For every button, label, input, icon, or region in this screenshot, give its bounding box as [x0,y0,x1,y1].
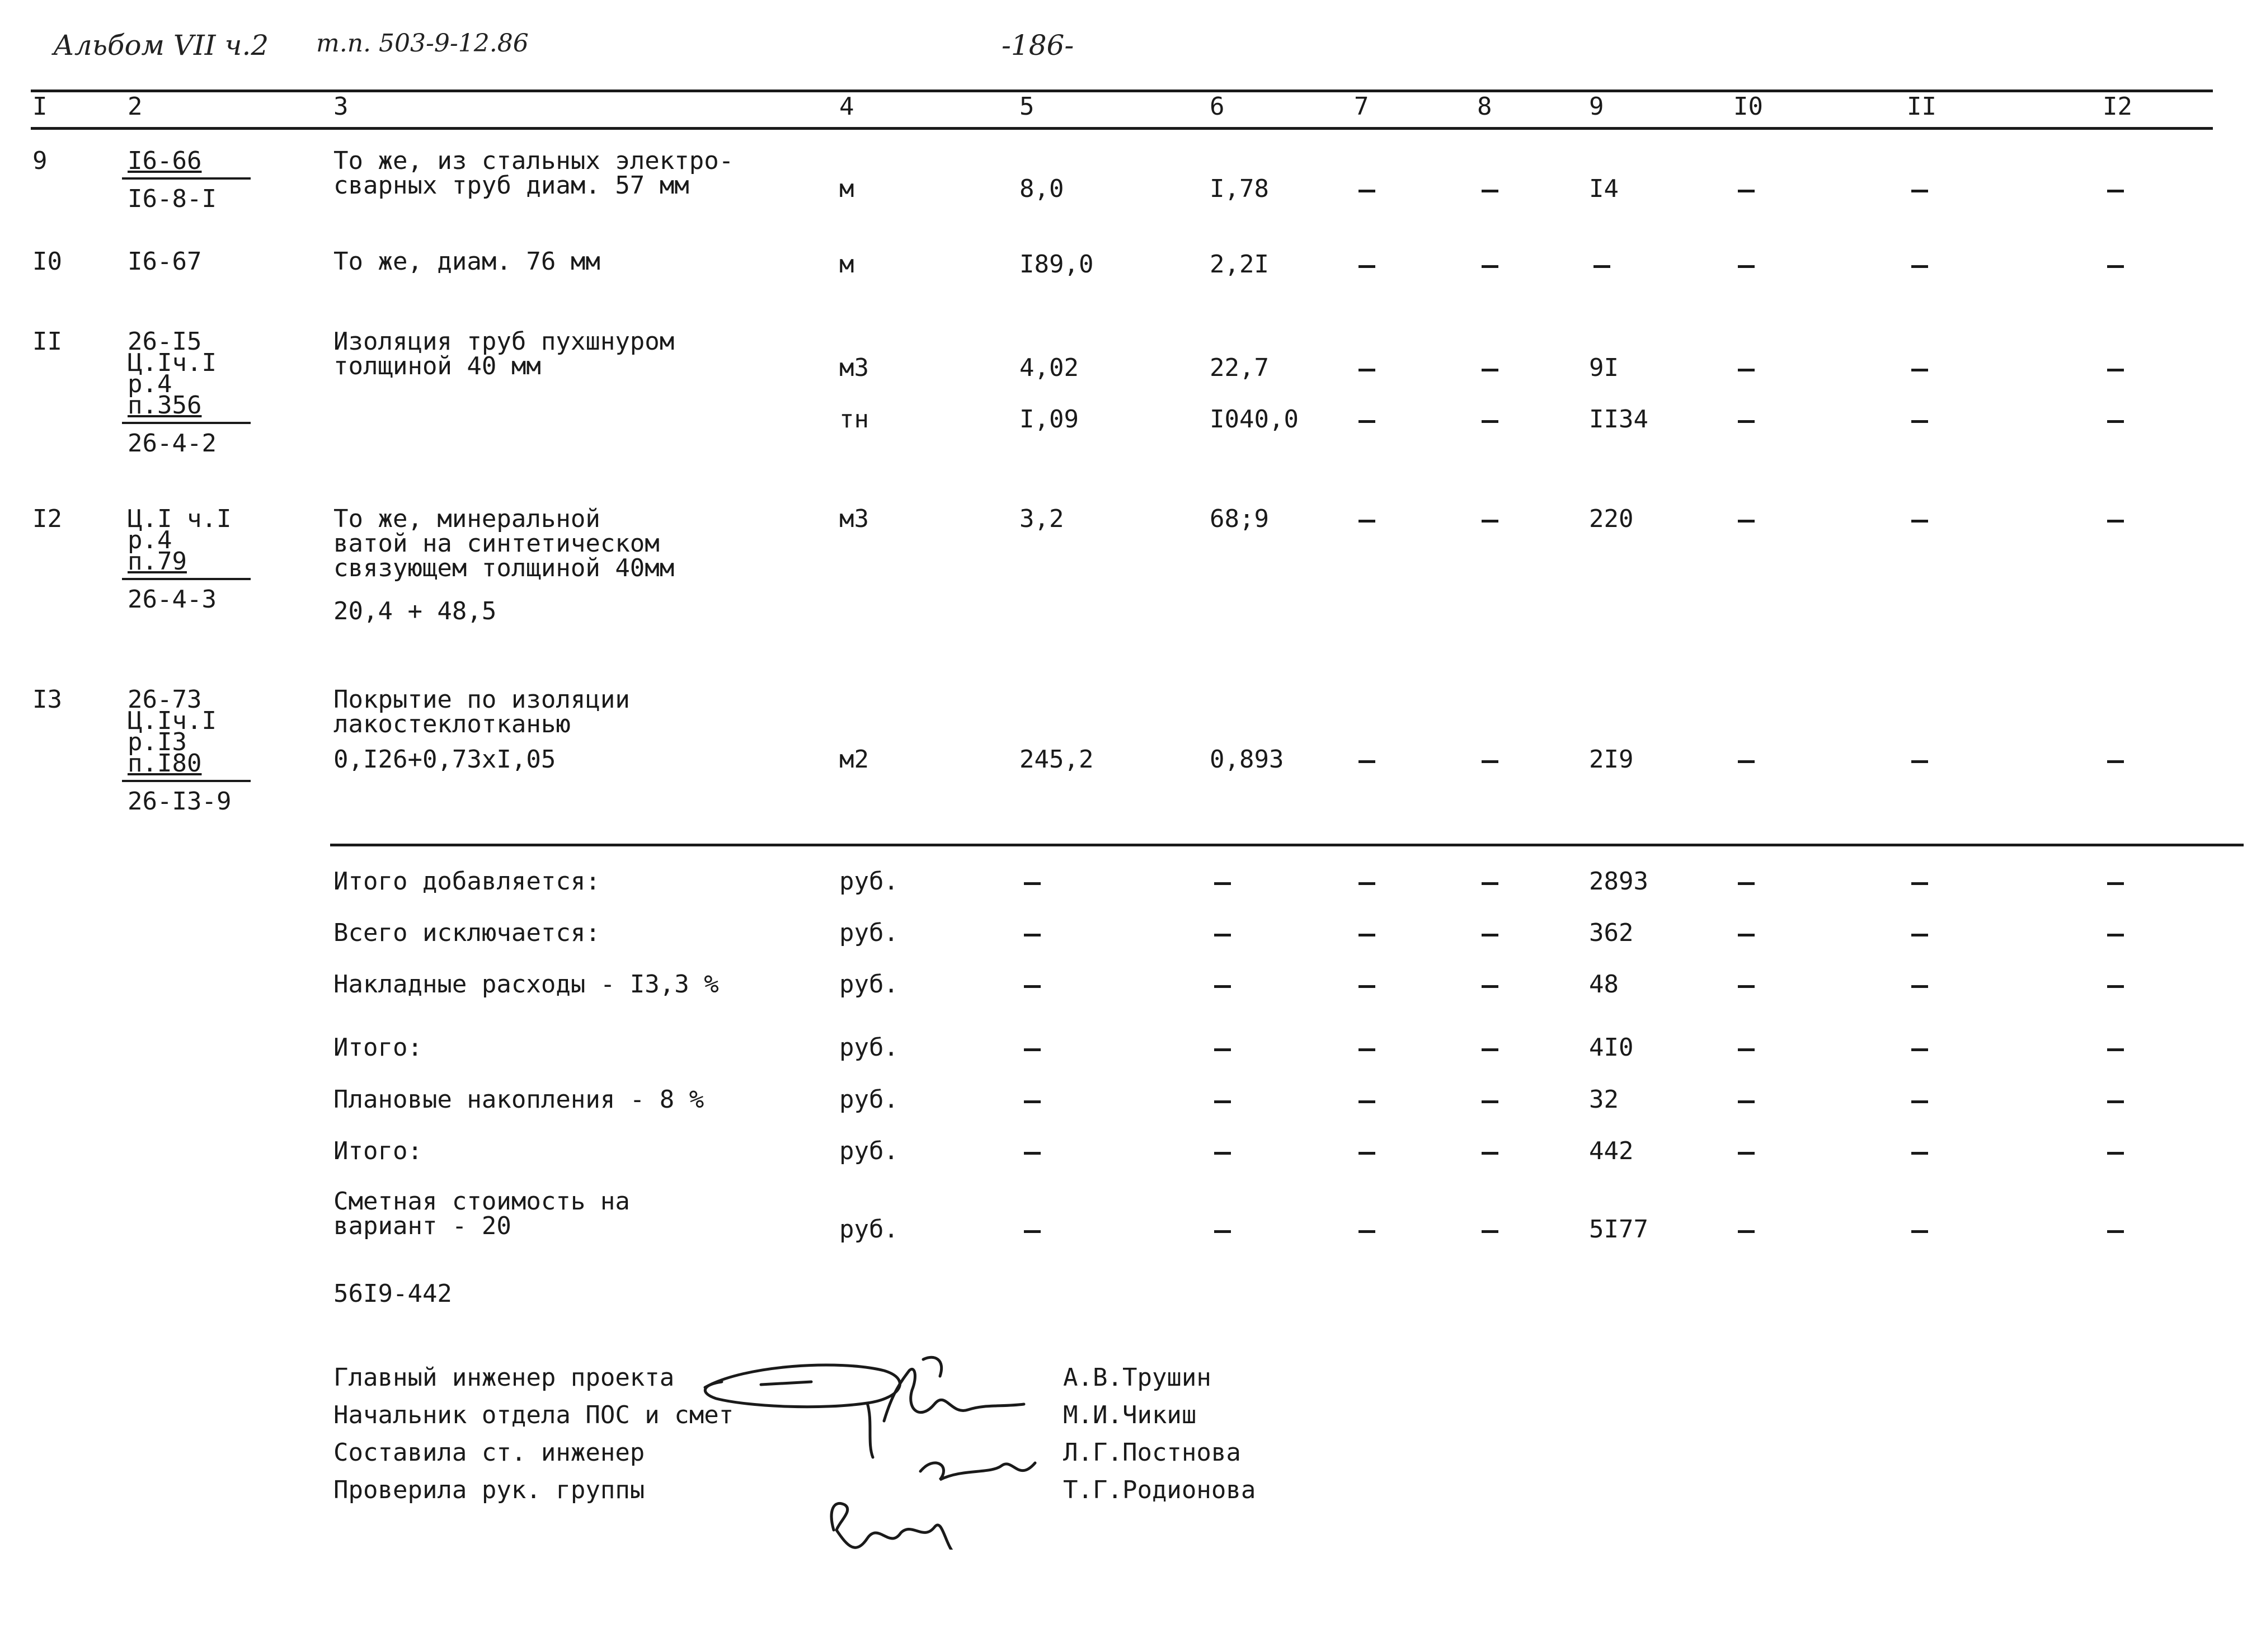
row-number: I3 [32,685,62,714]
dash-mark [1358,190,1375,192]
summary-label: вариант - 20 [333,1212,511,1240]
dash-mark [1738,1152,1755,1155]
dash-mark [1214,1152,1231,1155]
signer-role: Составила ст. инженер [333,1438,645,1467]
dash-mark [1214,1048,1231,1051]
unit-cell: руб. [839,1033,899,1062]
dash-mark [1482,934,1498,936]
dash-mark [1482,882,1498,885]
cell-c5: I89,0 [1019,250,1094,279]
dash-mark [1482,190,1498,192]
row-number: II [32,327,62,356]
handwritten-signatures [699,1337,1102,1550]
dash-mark [2107,265,2124,268]
description: ватой на синтетическом [333,529,660,558]
column-header: 7 [1354,92,1369,121]
cell-c6: 2,2I [1210,250,1269,279]
dash-mark [1911,190,1928,192]
dash-mark [2107,882,2124,885]
dash-mark [1911,1230,1928,1233]
dash-mark [1482,760,1498,763]
dash-mark [1911,882,1928,885]
column-header: I2 [2103,92,2132,121]
dash-mark [1482,265,1498,268]
summary-label: Плановые накопления - 8 % [333,1085,704,1114]
dash-mark [1024,882,1041,885]
dash-mark [1738,1100,1755,1103]
norm-code: Ц.Iч.I [128,349,217,377]
dash-mark [1358,1230,1375,1233]
signer-name: Л.Г.Постнова [1063,1438,1241,1467]
norm-code-bottom: 26-I3-9 [128,787,232,816]
dash-mark [1911,369,1928,371]
dash-mark [2107,369,2124,371]
code-divider [122,578,251,580]
norm-code-bottom: 26-4-3 [128,585,217,614]
totals-rule [330,844,2244,846]
dash-mark [2107,420,2124,423]
dash-mark [1358,985,1375,988]
description: Покрытие по изоляции [333,685,630,714]
cell-c9: 48 [1589,970,1619,999]
dash-mark [1482,1152,1498,1155]
dash-mark [1738,1048,1755,1051]
dash-mark [1358,1100,1375,1103]
dash-mark [1358,420,1375,423]
signer-name: М.И.Чикиш [1063,1401,1197,1429]
dash-mark [1358,882,1375,885]
unit-cell: м3 [839,505,869,533]
code-divider [122,177,251,180]
cell-c6: I,78 [1210,175,1269,203]
dash-mark [1911,1048,1928,1051]
cell-c9: I4 [1589,175,1619,203]
column-header: I0 [1733,92,1763,121]
header-bottom-rule [31,127,2213,130]
column-header: 8 [1477,92,1492,121]
norm-code: 26-I5 [128,327,202,356]
dash-mark [1911,934,1928,936]
norm-code: I6-66 [128,147,202,175]
row-number: I0 [32,247,62,276]
page-number: -186- [1002,29,1074,62]
dash-mark [1358,1048,1375,1051]
dash-mark [2107,1152,2124,1155]
dash-mark [2107,190,2124,192]
description: связующем толщиной 40мм [333,554,675,582]
dash-mark [1482,1100,1498,1103]
dash-mark [1024,1048,1041,1051]
dash-mark [1214,985,1231,988]
summary-label: Итого: [333,1033,422,1062]
dash-mark [1911,520,1928,523]
description: То же, диам. 76 мм [333,247,600,276]
norm-code: р.4 [128,526,172,554]
norm-code-bottom: I6-8-I [128,185,217,213]
dash-mark [2107,760,2124,763]
description: толщиной 40 мм [333,352,541,380]
cell-c5: 4,02 [1019,354,1079,382]
dash-mark [1358,1152,1375,1155]
norm-code: I6-67 [128,247,202,276]
dash-mark [1024,985,1041,988]
cell-c9: 2I9 [1589,745,1634,774]
cell-c9: II34 [1589,405,1648,434]
dash-mark [1482,420,1498,423]
dash-mark [2107,1230,2124,1233]
cell-c9: 32 [1589,1085,1619,1114]
dash-mark [1358,760,1375,763]
dash-mark [1482,1230,1498,1233]
unit-cell: руб. [839,867,899,896]
row-number: I2 [32,505,62,533]
dash-mark [1738,265,1755,268]
norm-code: п.79 [128,547,187,576]
column-header: 2 [128,92,143,121]
summary-label: Накладные расходы - I3,3 % [333,970,719,999]
unit-cell: м2 [839,745,869,774]
dash-mark [2107,934,2124,936]
dash-mark [1738,934,1755,936]
dash-mark [1911,420,1928,423]
dash-mark [1358,369,1375,371]
summary-label: Итого добавляется: [333,867,600,896]
album-label: Альбом VII ч.2 [53,29,269,62]
cell-c9: 9I [1589,354,1619,382]
norm-code: Ц.Iч.I [128,707,217,735]
dash-mark [1738,760,1755,763]
cell-c5: 245,2 [1019,745,1094,774]
dash-mark [2107,985,2124,988]
unit-cell: руб. [839,1137,899,1165]
description-formula: 0,I26+0,73хI,05 [333,745,556,774]
description: сварных труб диам. 57 мм [333,171,689,200]
summary-label: Сметная стоимость на [333,1187,630,1216]
norm-code-bottom: 26-4-2 [128,429,217,458]
code-divider [122,422,251,424]
dash-mark [2107,1048,2124,1051]
column-header: 4 [839,92,854,121]
unit-cell: руб. [839,919,899,947]
norm-code: р.4 [128,370,172,398]
dash-mark [1214,934,1231,936]
cell-c5: 3,2 [1019,505,1064,533]
signer-name: Т.Г.Родионова [1063,1476,1256,1504]
column-header: 9 [1589,92,1604,121]
dash-mark [1214,1230,1231,1233]
signer-role: Начальник отдела ПОС и смет [333,1401,734,1429]
unit-cell: руб. [839,1215,899,1244]
norm-code: р.I3 [128,728,187,756]
column-header: 3 [333,92,349,121]
signer-name: А.В.Трушин [1063,1363,1211,1392]
dash-mark [1482,520,1498,523]
unit-cell: тн [839,405,869,434]
unit-cell: м [839,175,854,203]
dash-mark [1214,882,1231,885]
dash-mark [1911,1152,1928,1155]
dash-mark [1738,985,1755,988]
dash-mark [1738,420,1755,423]
cell-c9: 2893 [1589,867,1648,896]
dash-mark [1738,190,1755,192]
column-header: II [1907,92,1936,121]
cell-c9: 362 [1589,919,1634,947]
norm-code: 26-73 [128,685,202,714]
column-header: I [32,92,48,121]
cell-c5: 8,0 [1019,175,1064,203]
cell-c6: 22,7 [1210,354,1269,382]
dash-mark [1024,1100,1041,1103]
cell-c9: 442 [1589,1137,1634,1165]
dash-mark [1911,760,1928,763]
description: лакостеклотканью [333,710,571,738]
dash-mark [1214,1100,1231,1103]
norm-code: п.I80 [128,749,202,778]
cell-c5: I,09 [1019,405,1079,434]
signer-role: Проверила рук. группы [333,1476,645,1504]
dash-mark [1358,934,1375,936]
cell-c6: 0,893 [1210,745,1284,774]
description: То же, минеральной [333,505,600,533]
unit-cell: руб. [839,970,899,999]
unit-cell: м [839,250,854,279]
dash-mark [1738,369,1755,371]
column-header: 6 [1210,92,1225,121]
cell-c9: 5I77 [1589,1215,1648,1244]
dash-mark [1024,1152,1041,1155]
cell-c6: I040,0 [1210,405,1299,434]
unit-cell: руб. [839,1085,899,1114]
project-code: т.п. 503-9-12.86 [316,29,529,58]
dash-mark [1593,265,1610,268]
dash-mark [1738,1230,1755,1233]
cell-c9: 4I0 [1589,1033,1634,1062]
dash-mark [1024,1230,1041,1233]
summary-label: Итого: [333,1137,422,1165]
norm-code: п.356 [128,391,202,420]
code-divider [122,780,251,782]
description-formula: 20,4 + 48,5 [333,597,497,625]
dash-mark [1911,985,1928,988]
calc-note: 56I9-442 [333,1279,452,1308]
dash-mark [1482,985,1498,988]
dash-mark [1358,520,1375,523]
dash-mark [1482,369,1498,371]
dash-mark [2107,520,2124,523]
unit-cell: м3 [839,354,869,382]
dash-mark [1482,1048,1498,1051]
dash-mark [1911,265,1928,268]
dash-mark [1738,520,1755,523]
dash-mark [1911,1100,1928,1103]
description: Изоляция труб пухшнуром [333,327,675,356]
dash-mark [2107,1100,2124,1103]
norm-code: Ц.I ч.I [128,505,232,533]
signer-role: Главный инженер проекта [333,1363,675,1392]
row-number: 9 [32,147,48,175]
dash-mark [1738,882,1755,885]
cell-c6: 68;9 [1210,505,1269,533]
dash-mark [1358,265,1375,268]
description: То же, из стальных электро- [333,147,734,175]
column-header: 5 [1019,92,1035,121]
summary-label: Всего исключается: [333,919,600,947]
table-top-rule [31,90,2213,92]
dash-mark [1024,934,1041,936]
cell-c9: 220 [1589,505,1634,533]
